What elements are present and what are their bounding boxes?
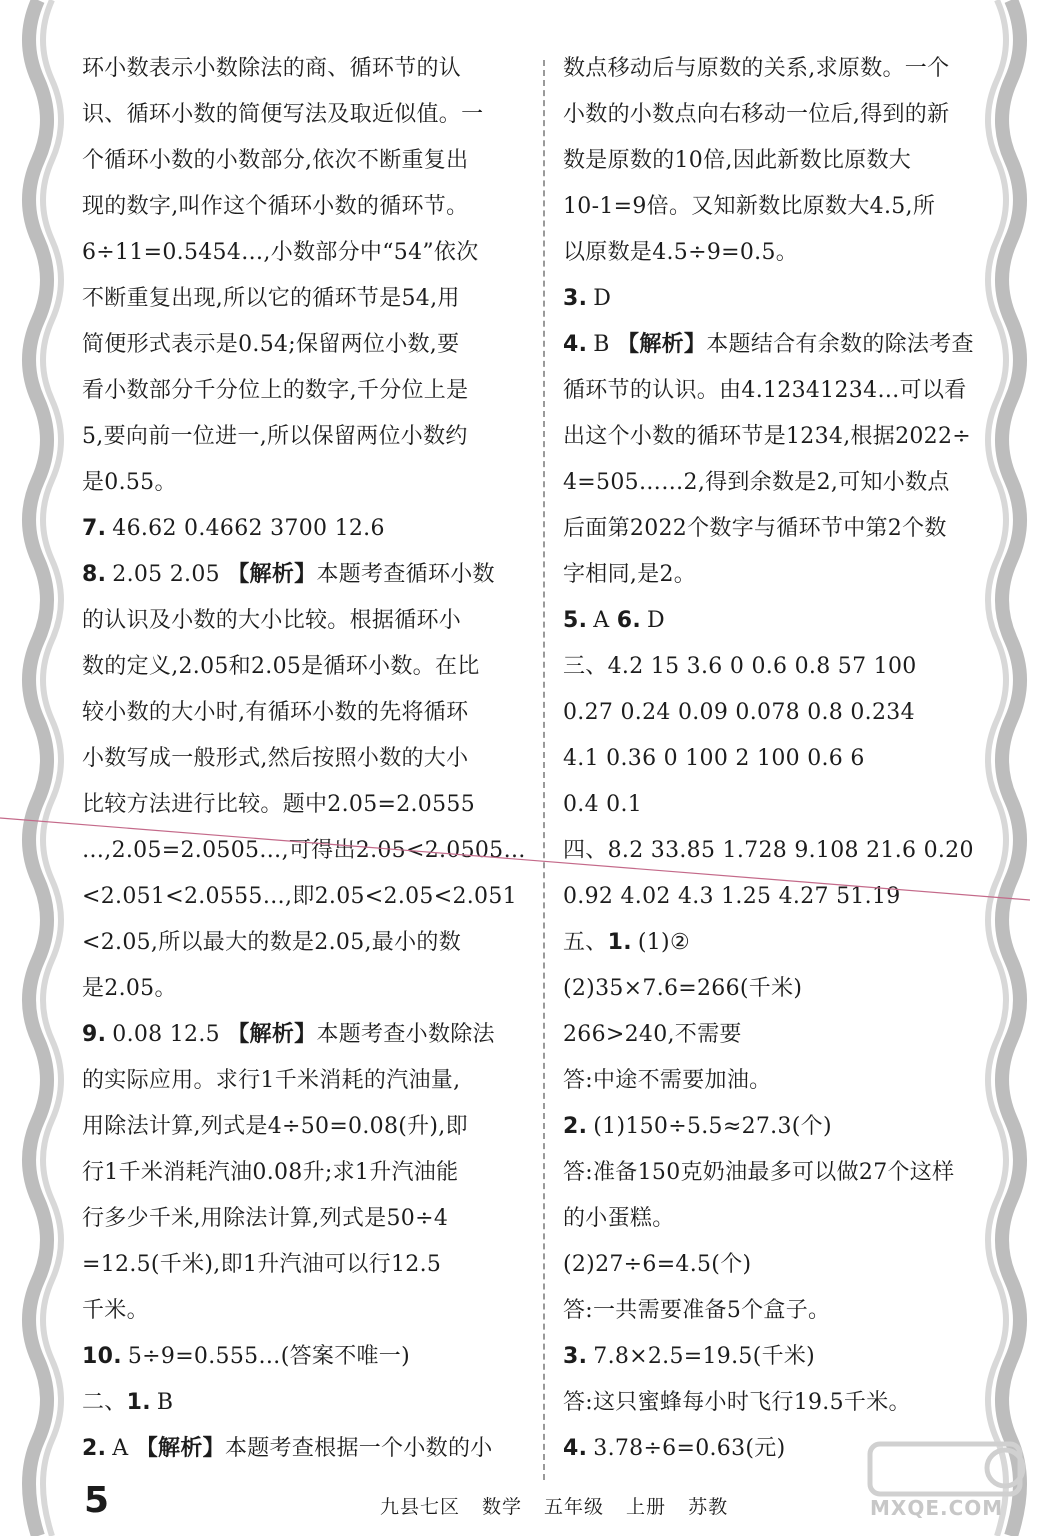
footer-item: 九县七区: [380, 1496, 461, 1518]
watermark-stamp-icon: [840, 1440, 1040, 1500]
line-text: 答:准备150克奶油最多可以做27个这样: [563, 1160, 955, 1185]
line-text: 6÷11=0.5454…,小数部分中“54”依次: [82, 240, 479, 265]
line-text: 循环节的认识。由4.12341234…可以看: [563, 378, 967, 403]
line-text: 的认识及小数的大小比较。根据循环小: [82, 608, 462, 633]
line-text: 出这个小数的循环节是1234,根据2022÷: [563, 424, 972, 449]
line-text: 4.1 0.36 0 100 2 100 0.6 6: [563, 746, 865, 771]
line-text: 数的定义,2.05和2.05是循环小数。在比: [82, 654, 480, 679]
line-text: 环小数表示小数除法的商、循环节的认: [82, 56, 462, 81]
line-text: 不断重复出现,所以它的循环节是54,用: [82, 286, 460, 311]
line-text: 字相同,是2。: [563, 562, 697, 587]
line-text: 较小数的大小时,有循环小数的先将循环: [82, 700, 469, 725]
line-text: 0.4 0.1: [563, 792, 643, 817]
line-text: 0.27 0.24 0.09 0.078 0.8 0.234: [563, 700, 915, 725]
line-text: 答:中途不需要加油。: [563, 1068, 772, 1093]
line-text: 现的数字,叫作这个循环小数的循环节。: [82, 194, 469, 219]
line-text: 10-1=9倍。又知新数比原数大4.5,所: [563, 194, 936, 219]
question-number: 2.: [563, 1114, 588, 1139]
line-text: 3.78÷6=0.63(元): [593, 1436, 786, 1461]
question-number: 10.: [82, 1344, 122, 1369]
line-text: 行1千米消耗汽油0.08升;求1升汽油能: [82, 1160, 459, 1185]
line-text: 是0.55。: [82, 470, 177, 495]
analysis-tag: 【解析】: [227, 562, 317, 587]
line-text: …,2.05=2.0505…,可得出2.05<2.0505…: [82, 838, 526, 863]
line-text: 本题结合有余数的除法考查: [706, 332, 974, 357]
line-text: 答:一共需要准备5个盒子。: [563, 1298, 831, 1323]
page-number: 5: [84, 1480, 110, 1521]
analysis-tag: 【解析】: [135, 1436, 225, 1461]
line-text: 5,要向前一位进一,所以保留两位小数约: [82, 424, 468, 449]
line-text: 识、循环小数的简便写法及取近似值。一: [82, 102, 484, 127]
line-text: (2)27÷6=4.5(个): [563, 1252, 752, 1277]
line-text: 比较方法进行比较。题中2.05=2.0555: [82, 792, 475, 817]
line-text: 个循环小数的小数部分,依次不断重复出: [82, 148, 469, 173]
line-text: A: [112, 1436, 136, 1461]
question-number: 6.: [616, 608, 642, 633]
line-text: 7.8×2.5=19.5(千米): [593, 1344, 816, 1369]
line-text: 五、: [563, 930, 608, 955]
question-number: 5.: [563, 608, 588, 633]
watermark-text: MXQE.COM: [870, 1496, 1004, 1520]
line-text: B: [156, 1390, 174, 1415]
line-text: 0.08 12.5: [112, 1022, 228, 1047]
line-text: 5÷9=0.555…(答案不唯一): [127, 1344, 410, 1369]
line-text: 数点移动后与原数的关系,求原数。一个: [563, 56, 950, 81]
line-text: 看小数部分千分位上的数字,千分位上是: [82, 378, 469, 403]
line-text: 的小蛋糕。: [563, 1206, 675, 1231]
line-text: 千米。: [82, 1298, 149, 1323]
line-text: 2.05 2.05: [112, 562, 228, 587]
question-number: 2.: [82, 1436, 107, 1461]
question-number: 4.: [563, 332, 588, 357]
question-number: 8.: [82, 562, 107, 587]
line-text: 三、4.2 15 3.6 0 0.6 0.8 57 100: [563, 654, 917, 679]
line-text: D: [647, 608, 665, 633]
line-text: 四、8.2 33.85 1.728 9.108 21.6 0.20: [563, 838, 974, 863]
line-text: 本题考查循环小数: [316, 562, 495, 587]
line-text: (1)②: [637, 930, 690, 955]
line-text: 的实际应用。求行1千米消耗的汽油量,: [82, 1068, 461, 1093]
line-text: 简便形式表示是0.54;保留两位小数,要: [82, 332, 460, 357]
footer-item: 数学: [482, 1496, 523, 1518]
line-text: <2.05,所以最大的数是2.05,最小的数: [82, 930, 461, 955]
line-text: D: [593, 286, 612, 311]
question-number: 1.: [126, 1390, 151, 1415]
question-number: 7.: [82, 516, 107, 541]
line-text: 0.92 4.02 4.3 1.25 4.27 51.19: [563, 884, 901, 909]
analysis-tag: 【解析】: [227, 1022, 317, 1047]
line-text: 二、: [82, 1390, 127, 1415]
footer-item: 苏教: [688, 1496, 729, 1518]
line-text: B: [593, 332, 618, 357]
line-text: 答:这只蜜蜂每小时飞行19.5千米。: [563, 1390, 911, 1415]
line-text: 本题考查小数除法: [316, 1022, 495, 1047]
line-text: 是2.05。: [82, 976, 177, 1001]
line-text: =12.5(千米),即1升汽油可以行12.5: [82, 1252, 442, 1277]
analysis-tag: 【解析】: [617, 332, 707, 357]
line-text: (2)35×7.6=266(千米): [563, 976, 803, 1001]
line-text: (1)150÷5.5≈27.3(个): [593, 1114, 832, 1139]
line-text: 小数的小数点向右移动一位后,得到的新: [563, 102, 950, 127]
line-text: <2.051<2.0555…,即2.05<2.05<2.051: [82, 884, 517, 909]
watermark-logo: [840, 1440, 1040, 1530]
line-text: 小数写成一般形式,然后按照小数的大小: [82, 746, 469, 771]
question-number: 3.: [563, 1344, 588, 1369]
line-text: 本题考查根据一个小数的小: [224, 1436, 493, 1461]
line-text: 266>240,不需要: [563, 1022, 742, 1047]
question-number: 3.: [563, 286, 588, 311]
footer-info: [380, 1492, 750, 1519]
line-text: 行多少千米,用除法计算,列式是50÷4: [82, 1206, 449, 1231]
line-text: 4=505……2,得到余数是2,可知小数点: [563, 470, 950, 495]
line-text: 用除法计算,列式是4÷50=0.08(升),即: [82, 1114, 468, 1139]
footer-item: 上册: [626, 1496, 667, 1518]
line-text: 以原数是4.5÷9=0.5。: [563, 240, 799, 265]
question-number: 4.: [563, 1436, 588, 1461]
line-text: 后面第2022个数字与循环节中第2个数: [563, 516, 947, 541]
line-text: 数是原数的10倍,因此新数比原数大: [563, 148, 912, 173]
line-text: A: [593, 608, 617, 633]
footer-item: 五年级: [544, 1496, 605, 1518]
question-number: 9.: [82, 1022, 107, 1047]
line-text: 46.62 0.4662 3700 12.6: [112, 516, 385, 541]
question-number: 1.: [607, 930, 632, 955]
